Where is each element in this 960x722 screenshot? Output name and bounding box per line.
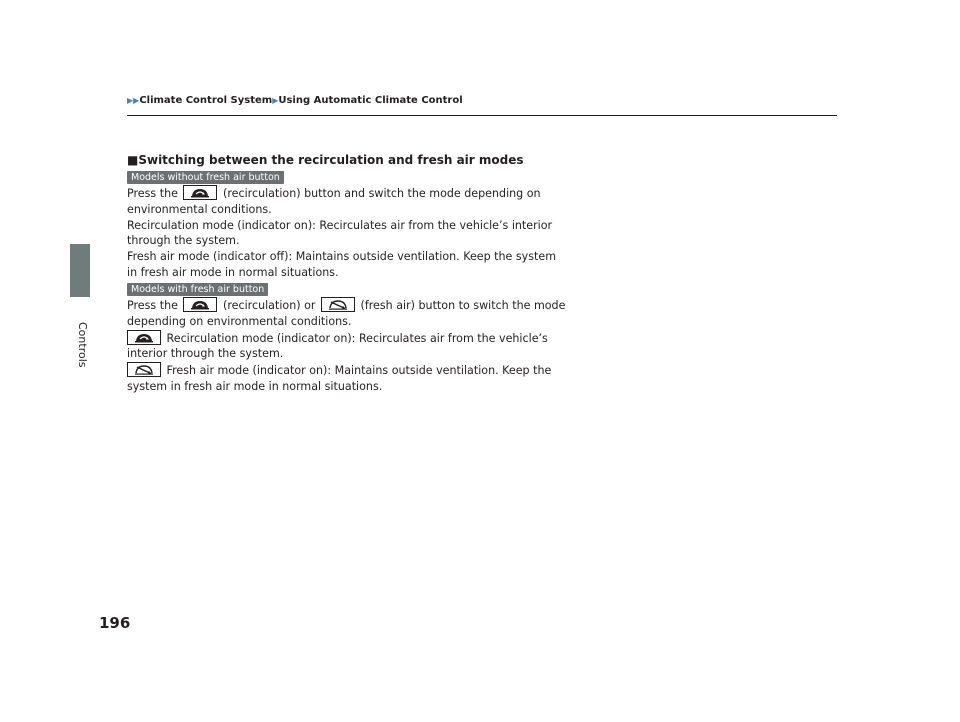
breadcrumb	[127, 95, 463, 106]
paragraph: Fresh air mode (indicator off): Maintains outside ventilation. Keep the system in fresh air mode in normal situations.	[127, 250, 557, 279]
recirculation-icon	[190, 186, 210, 199]
with-fresh-air-block	[127, 297, 567, 395]
without-fresh-air-block	[127, 185, 567, 281]
recirculation-icon	[134, 331, 154, 344]
chapter-tab	[70, 244, 90, 297]
recirculation-button	[183, 185, 217, 200]
fresh-air-icon	[328, 298, 348, 311]
recirculation-button	[127, 330, 161, 345]
badge-models-without-fresh-air: Models without fresh air button	[127, 171, 284, 184]
paragraph: Recirculation mode (indicator on): Recirculates air from the vehicle’s interior through the system.	[127, 331, 548, 361]
fresh-air-button	[321, 297, 355, 312]
recirculation-button	[183, 297, 217, 312]
page-number: 196	[99, 614, 131, 632]
breadcrumb-arrow-icon: ▶▶	[127, 96, 140, 105]
paragraph: Recirculation mode (indicator on): Recirculates air from the vehicle’s interior through the system.	[127, 218, 553, 248]
badge-models-with-fresh-air: Models with fresh air button	[127, 283, 268, 296]
header-rule	[127, 115, 837, 116]
breadcrumb-arrow-icon: ▶	[272, 96, 279, 105]
breadcrumb-item[interactable]: Using Automatic Climate Control	[278, 95, 463, 106]
paragraph: Press the (recirculation) button and switch the mode depending on environmental conditions.	[127, 187, 541, 216]
paragraph: Fresh air mode (indicator on): Maintains outside ventilation. Keep the system in fresh air mode in normal situations.	[127, 364, 552, 393]
paragraph: Press the (recirculation) or (fresh air) button to switch the mode depending on environmental conditions.	[127, 299, 566, 328]
section-heading: ■Switching between the recirculation and fresh air modes	[127, 153, 524, 167]
fresh-air-button	[127, 362, 161, 377]
fresh-air-icon	[134, 363, 154, 376]
chapter-label: Controls	[76, 322, 89, 368]
breadcrumb-item[interactable]: Climate Control System	[139, 95, 273, 106]
recirculation-icon	[190, 298, 210, 311]
